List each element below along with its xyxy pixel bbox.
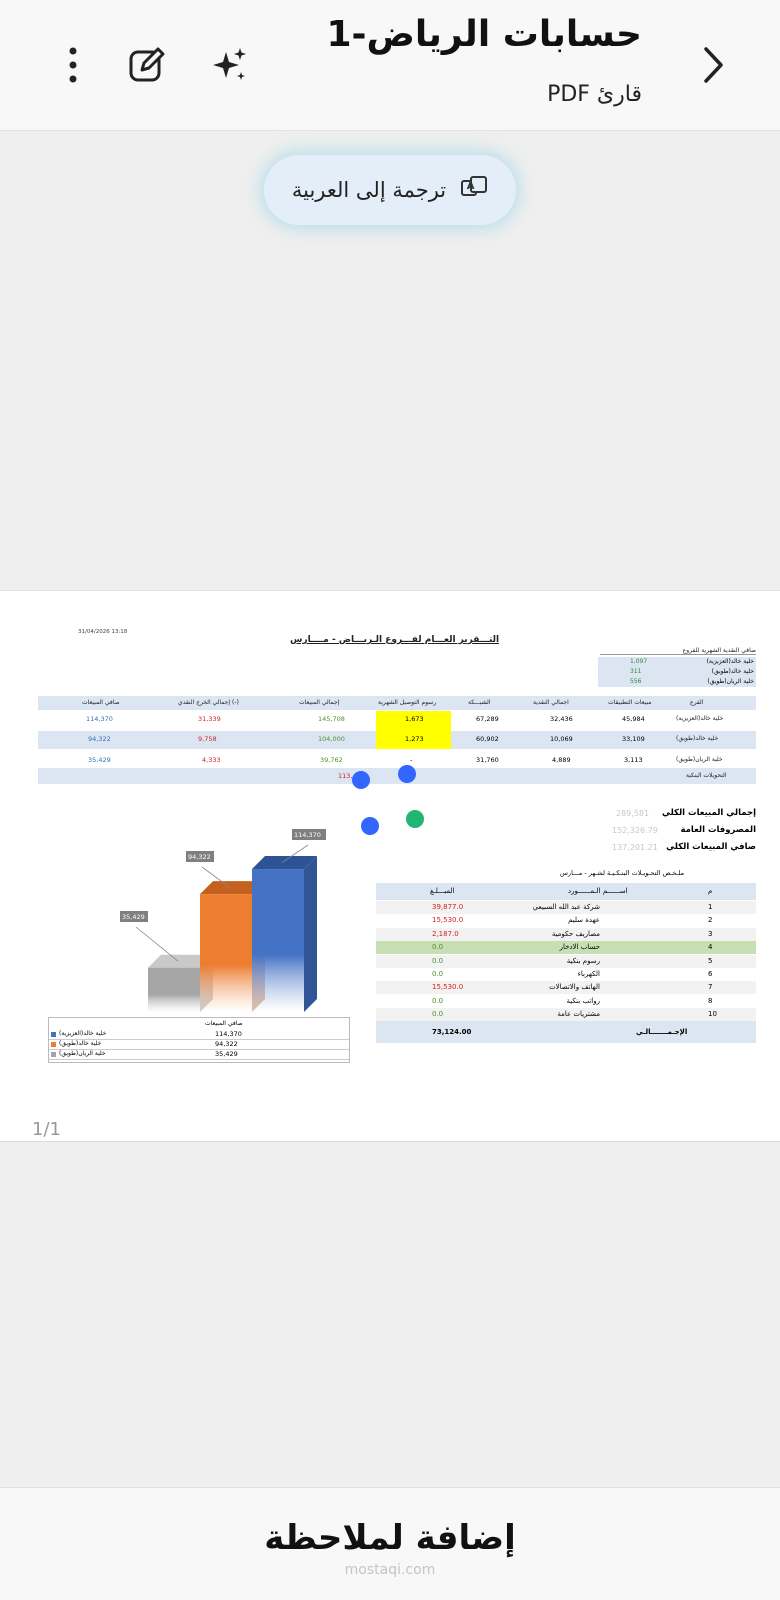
watermark: mostaqi.com: [344, 1562, 436, 1578]
row-apps: 33,109: [622, 735, 645, 743]
net-cash-value: 1,097: [630, 658, 648, 665]
transfers-row-name: رسوم بنكية: [566, 956, 600, 965]
col-branch: الفرع: [690, 699, 704, 706]
legend-value: 35,429: [215, 1050, 238, 1058]
transfers-row-n: 3: [708, 929, 713, 938]
transfers-total-label: الإجـمـــــــالـي: [636, 1028, 688, 1036]
chevron-right-icon[interactable]: [688, 40, 738, 90]
transfers-row-name: مصاريف حكومية: [551, 929, 600, 938]
row-cash-out: 4,333: [202, 756, 221, 764]
summary-net-label: صافي المبيعات الكلي: [666, 842, 756, 852]
row-apps: 45,984: [622, 715, 645, 723]
transfers-col-n: م: [708, 887, 713, 895]
summary-net-value: 137,201.21: [612, 843, 658, 852]
transfers-row-n: 6: [708, 970, 713, 978]
transfers-col-amount: المبـــلـغ: [430, 887, 455, 895]
transfers-row-name: حساب الادخار: [559, 943, 600, 952]
row-branch: خلية خالد(طويق): [676, 735, 719, 742]
transfers-row-n: 8: [708, 996, 713, 1005]
chart-bar: [148, 968, 200, 1012]
legend-label: خلية الريان(طويق): [59, 1050, 106, 1057]
transfers-row-n: 5: [708, 956, 713, 965]
transfers-row-name: الكهرباء: [577, 970, 600, 978]
row-cash: 4,889: [552, 756, 571, 764]
summary-expenses-value: 152,326.79: [612, 826, 658, 835]
data-label: 35,429: [122, 913, 145, 921]
data-label-leader: [136, 927, 178, 961]
legend-value: 94,322: [215, 1040, 238, 1048]
translate-icon: [460, 174, 488, 206]
transfers-row-amount: 2,187.0: [432, 929, 459, 938]
transfers-row-amount: 0.0: [432, 1010, 444, 1019]
transfers-row-name: عهدة سليم: [568, 916, 600, 925]
ai-sparkle-icon[interactable]: [204, 40, 254, 90]
net-cash-value: 311: [630, 668, 642, 675]
legend-row-divider: [49, 1059, 349, 1060]
row-network: 67,289: [476, 715, 499, 723]
transfers-row-amount: 0.0: [432, 943, 444, 952]
row-net-sales: 35,429: [88, 756, 111, 764]
data-label: 114,370: [294, 831, 321, 839]
transfers-row-n: 10: [708, 1010, 717, 1019]
row-network: 31,760: [476, 756, 499, 764]
svg-text:A: A: [466, 181, 475, 192]
annotation-dot[interactable]: [361, 817, 379, 835]
transfers-row-name: الهاتف والاتصالات: [549, 983, 600, 992]
chart-data-table: [48, 1017, 350, 1063]
transfers-row-amount: 0.0: [432, 956, 444, 965]
col-delivery: رسوم التوصيل الشهرية: [378, 699, 437, 706]
legend-swatch: [51, 1042, 56, 1047]
col-net-sales: صافي المبيعات: [82, 699, 120, 706]
row-branch: خلية خالد(العزيزية): [676, 715, 724, 722]
col-cash: اجمالي النقدية: [533, 699, 569, 706]
row-total-sales: 39,762: [320, 756, 343, 764]
transfers-title: ملـخـص التحـويـلات البنـكـيـة لشـهر - مـــارس: [560, 869, 685, 877]
summary-expenses-label: المصروفات العامة: [680, 825, 756, 835]
transfers-row-amount: 39,877.0: [432, 903, 464, 911]
data-label: 94,322: [188, 853, 211, 861]
transfers-row-amount: 15,530.0: [432, 916, 464, 925]
transfers-row-n: 2: [708, 916, 713, 925]
summary-total-sales-label: إجمالي المبيعات الكلي: [661, 808, 756, 818]
transfers-row-n: 1: [708, 903, 713, 911]
row-delivery: 1,673: [405, 715, 424, 723]
translate-label: ترجمة إلى العربية: [291, 178, 447, 202]
app-subtitle: قارئ PDF: [547, 82, 642, 107]
report-title: التـــقرير العـــام لفـــروع الـريـــاض - مــــارس: [290, 635, 500, 645]
bank-transfers-row: [38, 768, 756, 784]
row-branch: خلية الريان(طويق): [676, 756, 723, 763]
net-sales-chart: [46, 817, 356, 1017]
chart-bar: [252, 869, 304, 1012]
row-delivery: 1,273: [405, 735, 424, 743]
annotation-dot[interactable]: [406, 810, 424, 828]
document-title: حسابات الرياض-1: [326, 14, 642, 55]
bar-side: [304, 856, 317, 1012]
row-delivery: -: [410, 756, 413, 764]
page-number: 1/1: [32, 1119, 61, 1140]
annotation-dot[interactable]: [398, 765, 416, 783]
bank-transfers-value: 113,: [338, 772, 353, 780]
transfers-row-n: 4: [708, 943, 713, 952]
legend-value: 114,370: [215, 1030, 242, 1038]
pdf-page: [0, 590, 780, 1142]
more-options-icon[interactable]: [48, 40, 98, 90]
net-cash-title: صافي النقدية الشهرية للفروع: [600, 647, 756, 655]
legend-label: خلية خالد(طويق): [59, 1040, 102, 1047]
row-network: 60,902: [476, 735, 499, 743]
transfers-row-name: مشتريات عامة: [557, 1010, 600, 1019]
transfers-row-name: شركة عبد الله السبيعي: [532, 903, 600, 911]
transfers-row-n: 7: [708, 983, 713, 992]
row-cash-out: 31,339: [198, 715, 221, 723]
chart-table-header: صافي المبيعات: [205, 1020, 243, 1027]
row-apps: 3,113: [624, 756, 643, 764]
col-total-sales: إجمالي المبيعات: [299, 699, 340, 706]
row-net-sales: 94,322: [88, 735, 111, 743]
bank-transfers-label: التحويلات البنكية: [686, 772, 727, 779]
col-cash-out: إجمالي الخرج النقدي (-): [178, 699, 239, 706]
row-cash: 10,069: [550, 735, 573, 743]
row-cash: 32,436: [550, 715, 573, 723]
transfers-row-amount: 15,530.0: [432, 983, 464, 992]
transfers-row-name: رواتب بنكية: [566, 996, 600, 1005]
legend-swatch: [51, 1052, 56, 1057]
row-total-sales: 104,000: [318, 735, 345, 743]
col-network: الشبـــكة: [468, 699, 491, 706]
net-cash-box: [598, 657, 756, 687]
report-timestamp: 31/04/2026 13:18: [78, 629, 128, 635]
bottom-bar: [0, 1487, 780, 1600]
transfers-row-amount: 0.0: [432, 996, 444, 1005]
row-total-sales: 145,708: [318, 715, 345, 723]
row-net-sales: 114,370: [86, 715, 113, 723]
legend-label: خلية خالد(العزيزية): [59, 1030, 107, 1037]
transfers-row-amount: 0.0: [432, 970, 444, 978]
app-header: [0, 0, 780, 131]
edit-icon[interactable]: [122, 40, 172, 90]
net-cash-branch: خلية خالد(طويق): [711, 668, 754, 675]
transfers-col-name: اســــــم الـمــــــورد: [568, 887, 628, 895]
net-cash-branch: خلية خالد(العزيزية): [706, 658, 754, 665]
summary-total-sales-value: 289,581: [616, 809, 650, 818]
legend-swatch: [51, 1032, 56, 1037]
chart-bar: [200, 894, 252, 1012]
col-apps: مبيعات التطبيقات: [608, 699, 652, 706]
net-cash-branch: خلية الريان(طويق): [707, 678, 754, 685]
translate-button[interactable]: [264, 155, 516, 225]
annotation-dot[interactable]: [352, 771, 370, 789]
transfers-total-value: 73,124.00: [432, 1028, 472, 1036]
net-cash-value: 556: [630, 678, 642, 685]
add-note-button[interactable]: إضافة لملاحظة: [264, 1518, 516, 1558]
row-cash-out: 9,758: [198, 735, 217, 743]
